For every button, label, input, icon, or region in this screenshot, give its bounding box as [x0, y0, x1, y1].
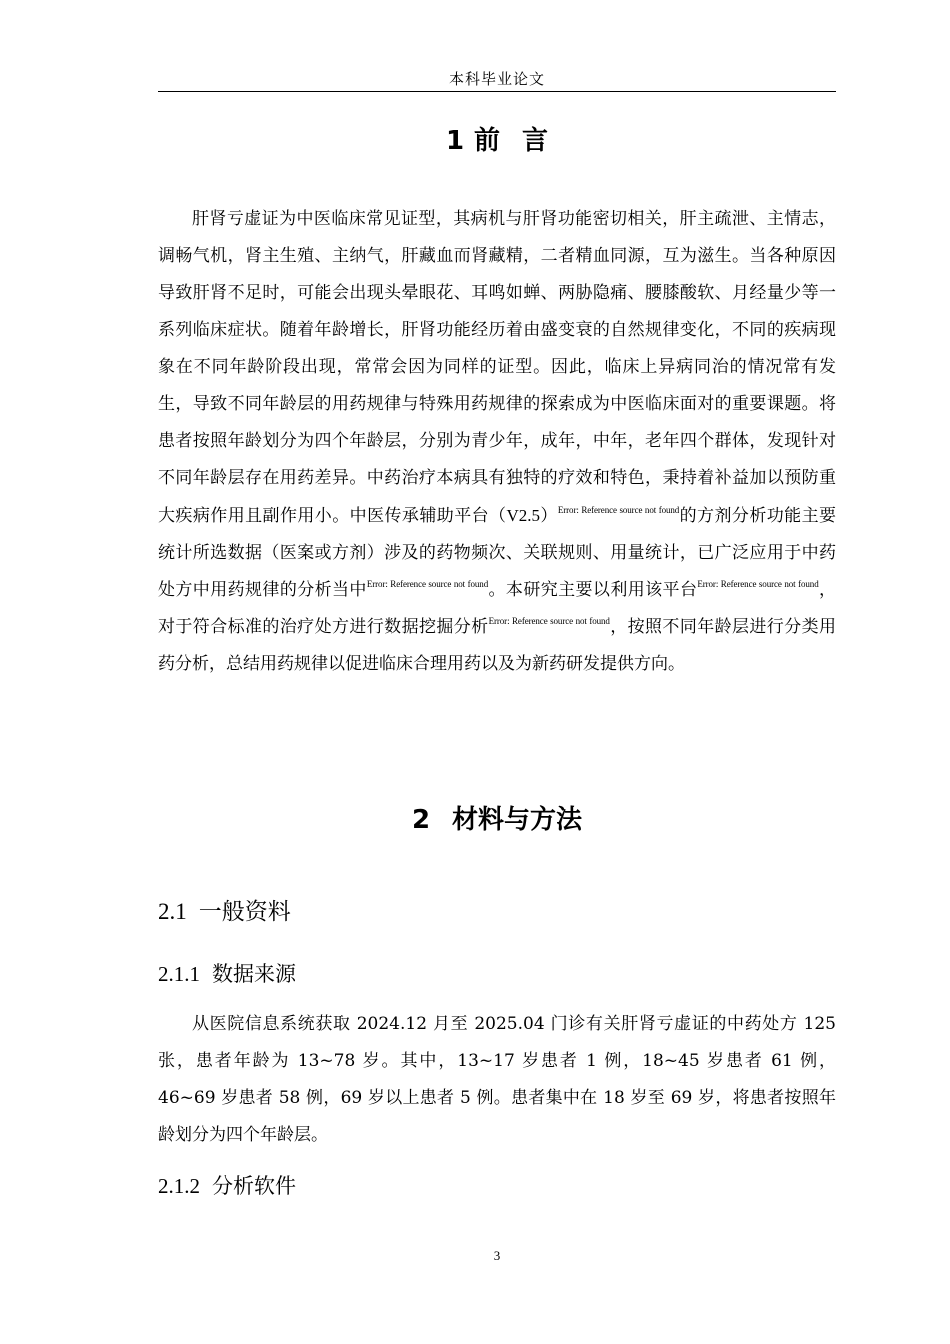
intro-text-5: ，对于符合标准的治疗处方进行数据挖掘分析	[158, 580, 837, 637]
intro-text-3: 的方剂分析功能主要统计所选数据（医案或方剂）涉及的药物频次、关联规则、用量统计，已广泛应用于中药处方中用药规律的分析当中	[158, 506, 837, 600]
intro-text-6: ，按照不同年龄层进行分类用药分析，总结用药规律以促进临床合理用药以及为新药研发提供方向。	[158, 617, 837, 674]
section-number: 2	[411, 805, 431, 835]
page-number: 3	[493, 1248, 501, 1263]
subsection-number: 2.1	[158, 899, 187, 924]
section-title-part2: 言	[522, 126, 549, 156]
section-heading-intro	[158, 120, 836, 157]
intro-text-4: 。本研究主要以利用该平台	[488, 580, 698, 600]
subsubsection-title: 数据来源	[212, 962, 296, 986]
subsubsection-number: 2.1.2	[158, 1174, 200, 1198]
subsection-heading-general	[158, 893, 836, 926]
subsubsection-heading-source	[158, 958, 836, 988]
header-rule	[158, 91, 836, 92]
platform-version: V2.5	[506, 506, 540, 525]
running-header: 本科毕业论文	[448, 70, 545, 88]
subsubsection-title: 分析软件	[212, 1174, 296, 1198]
citation-error: Error: Reference source not found	[366, 579, 489, 589]
citation-error: Error: Reference source not found	[697, 579, 819, 589]
section-title-part1: 前	[474, 126, 501, 156]
source-paragraph: 从医院信息系统获取 2024.12 月至 2025.04 门诊有关肝肾亏虚证的中药处方 125 张，患者年龄为 13~78 岁。其中，13~17 岁患者 1 例，18~45 岁患者 61 例，46~69 岁患者 58 例，69 岁以上患者 5 例。患者集中在 18 岁至 69 岁，将患者按照年龄划分为四个年龄层。	[158, 1014, 836, 1145]
intro-text-2: ）	[540, 506, 558, 526]
subsubsection-heading-software	[158, 1170, 836, 1200]
section-number: 1	[445, 126, 465, 156]
intro-paragraph	[158, 201, 836, 683]
section-title: 材料与方法	[452, 805, 583, 835]
citation-error: Error: Reference source not found	[557, 505, 680, 515]
subsection-title: 一般资料	[198, 899, 291, 925]
citation-error: Error: Reference source not found	[488, 616, 610, 626]
subsubsection-number: 2.1.1	[158, 962, 200, 986]
intro-text-1: 肝肾亏虚证为中医临床常见证型，其病机与肝肾功能密切相关，肝主疏泄、主情志，调畅气机，肾主生殖、主纳气，肝藏血而肾藏精，二者精血同源，互为滋生。当各种原因导致肝肾不足时，可能会出现头晕眼花、耳鸣如蝉、两胁隐痛、腰膝酸软、月经量少等一系列临床症状。随着年龄增长，肝肾功能经历着由盛变衰的自然规律变化，不同的疾病现象在不同年龄阶段出现，常常会因为同样的证型。因此，临床上异病同治的情况常有发生，导致不同年龄层的用药规律与特殊用药规律的探索成为中医临床面对的重要课题。将患者按照年龄划分为四个年龄层，分别为青少年，成年，中年，老年四个群体，发现针对不同年龄层存在用药差异。中药治疗本病具有独特的疗效和特色，秉持着补益加以预防重大疾病作用且副作用小。中医传承辅助平台（	[158, 209, 836, 526]
section-heading-methods	[158, 799, 836, 836]
